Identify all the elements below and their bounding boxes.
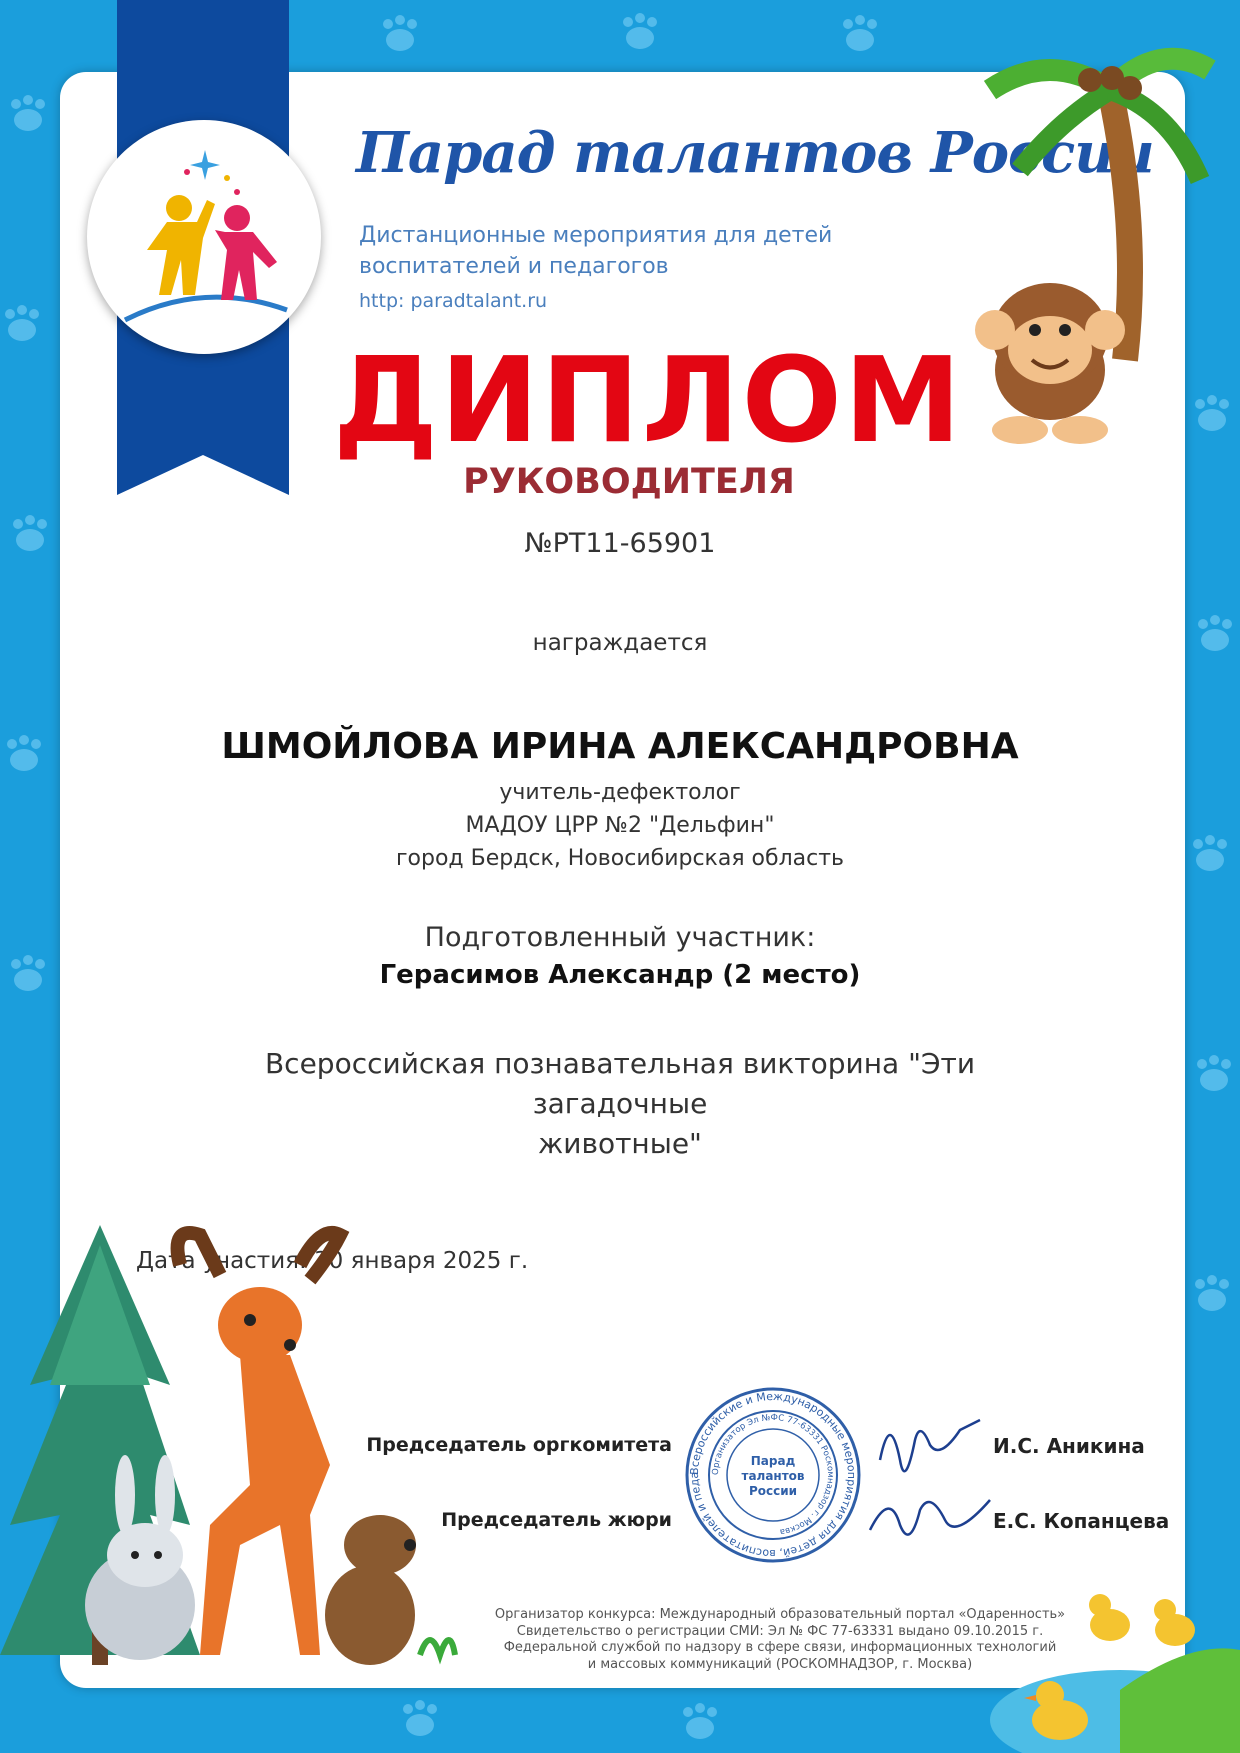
contest-title-line2: животные": [538, 1127, 702, 1160]
prepared-label: Подготовленный участник:: [424, 922, 816, 953]
stamp-center-line1: Парад: [750, 1454, 796, 1468]
chair-org-label: Председатель оргкомитета: [366, 1434, 672, 1456]
brand-title: Парад талантов России: [356, 120, 1154, 186]
recipient-location: город Бердск, Новосибирская область: [395, 846, 844, 871]
contest-title-line1: Всероссийская познавательная викторина "Эти загадочные: [264, 1047, 976, 1120]
brand-subtitle: [359, 220, 839, 282]
chair-jury-name: Е.С. Копанцева: [993, 1509, 1170, 1533]
participant-name: Герасимов Александр (2 место): [379, 960, 861, 990]
recipient-details: [0, 776, 1240, 875]
brand-subtitle-line1: Дистанционные мероприятия для детей: [359, 223, 833, 248]
recipient-position: учитель-дефектолог: [499, 780, 741, 805]
recipient-organization: МАДОУ ЦРР №2 "Дельфин": [465, 813, 775, 838]
chair-jury-label: Председатель жюри: [441, 1509, 672, 1531]
chair-org-name: И.С. Аникина: [993, 1434, 1145, 1458]
footer-line4: и массовых коммуникаций (РОСКОМНАДЗОР, г. Москва): [587, 1656, 973, 1672]
contest-title: [0, 1044, 1240, 1164]
handwritten-signatures: [860, 1400, 1000, 1560]
stamp-inner-ring-text: Организатор Эл №ФС 77-63331 Роскомнадзор г. Москва: [710, 1412, 836, 1537]
logo: [87, 120, 321, 354]
diploma-title: ДИПЛОМ: [333, 331, 964, 469]
organizer-footer: [480, 1607, 1080, 1673]
awarded-text: награждается: [532, 630, 708, 656]
palm-monkey-illustration: [940, 30, 1230, 460]
brand-url: http: paradtalant.ru: [359, 290, 548, 312]
brand-subtitle-line2: воспитателей и педагогов: [359, 254, 669, 279]
footer-line1: Организатор конкурса: Международный образовательный портал «Одаренность»: [494, 1607, 1066, 1622]
recipient-name: ШМОЙЛОВА ИРИНА АЛЕКСАНДРОВНА: [221, 726, 1019, 767]
stamp-ring-text: Всероссийские и Международные мероприятия для детей, воспитателей и педа: [687, 1389, 859, 1561]
diploma-subtitle: РУКОВОДИТЕЛЯ: [463, 462, 795, 502]
footer-line3: Федеральной службой по надзору в сфере связи, информационных технологий: [503, 1640, 1057, 1655]
footer-line2: Свидетельство о регистрации СМИ: Эл № ФС 77-63331 выдано 09.10.2015 г.: [516, 1623, 1044, 1639]
diploma-number: №РТ11-65901: [524, 528, 716, 559]
stamp-center-line2: талантов: [741, 1469, 805, 1483]
organization-stamp: [683, 1385, 863, 1565]
stamp-center-line3: России: [748, 1484, 798, 1498]
participation-date: Дата участия: 30 января 2025 г.: [136, 1248, 529, 1274]
